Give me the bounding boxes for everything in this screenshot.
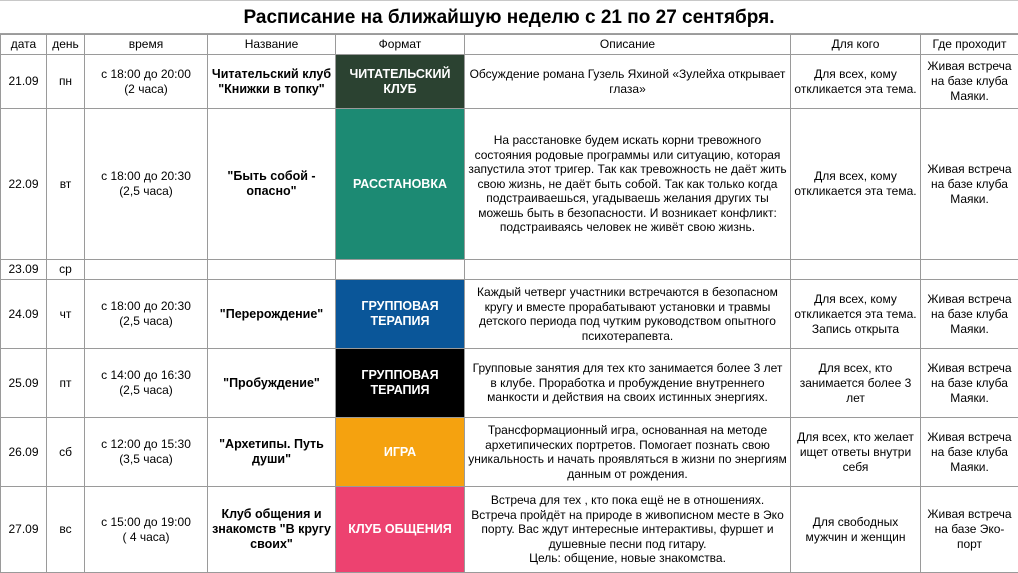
table-row	[1, 109, 1018, 260]
cell-format	[336, 260, 465, 280]
cell-name: Читательский клуб "Книжки в топку"	[208, 55, 336, 109]
header-name: Название	[208, 35, 336, 55]
table-row	[1, 349, 1018, 418]
cell-day: вт	[47, 109, 85, 260]
cell-audience: Для всех, кому откликается эта тема. Запись открыта	[791, 280, 921, 349]
cell-format: РАССТАНОВКА	[336, 109, 465, 260]
cell-location	[921, 260, 1018, 280]
cell-audience: Для всех, кто желает ищет ответы внутри себя	[791, 418, 921, 487]
cell-time: с 18:00 до 20:30 (2,5 часа)	[85, 109, 208, 260]
cell-date: 23.09	[1, 260, 47, 280]
cell-location: Живая встреча на базе клуба Маяки.	[921, 418, 1018, 487]
cell-location: Живая встреча на базе клуба Маяки.	[921, 109, 1018, 260]
cell-description	[465, 260, 791, 280]
cell-day: пт	[47, 349, 85, 418]
cell-time	[85, 260, 208, 280]
cell-location: Живая встреча на базе клуба Маяки.	[921, 349, 1018, 418]
cell-description: Каждый четверг участники встречаются в безопасном кругу и вместе прорабатывают установки и травмы детского периода под чутким руководством опытного психотерапевта.	[465, 280, 791, 349]
cell-day: ср	[47, 260, 85, 280]
header-audience: Для кого	[791, 35, 921, 55]
cell-format: ЧИТАТЕЛЬСКИЙ КЛУБ	[336, 55, 465, 109]
cell-time: с 18:00 до 20:30 (2,5 часа)	[85, 280, 208, 349]
header-time: время	[85, 35, 208, 55]
cell-format: КЛУБ ОБЩЕНИЯ	[336, 487, 465, 573]
cell-format: ИГРА	[336, 418, 465, 487]
header-date: дата	[1, 35, 47, 55]
cell-day: пн	[47, 55, 85, 109]
cell-time: с 15:00 до 19:00 ( 4 часа)	[85, 487, 208, 573]
cell-audience	[791, 260, 921, 280]
cell-location: Живая встреча на базе клуба Маяки.	[921, 280, 1018, 349]
cell-description: Групповые занятия для тех кто занимается более 3 лет в клубе. Проработка и пробуждение внутреннего манкости и действия на своих истинных энергиях.	[465, 349, 791, 418]
cell-format: ГРУППОВАЯ ТЕРАПИЯ	[336, 280, 465, 349]
cell-audience: Для свободных мужчин и женщин	[791, 487, 921, 573]
table-row	[1, 487, 1018, 573]
header-format: Формат	[336, 35, 465, 55]
table-row	[1, 260, 1018, 280]
header-location: Где проходит	[921, 35, 1018, 55]
cell-description: На расстановке будем искать корни тревожного состояния родовые программы или ситуацию, которая запустила этот тригер. Так как тревожность не даёт жить свою жизнь, не даёт быть собой. Так как только когда подстраиваешься, угадываешь желания других ты можешь быть в безопасности. И возникает конфликт: подстраиваясь человек не живёт свою жизнь.	[465, 109, 791, 260]
cell-name: Клуб общения и знакомств "В кругу своих"	[208, 487, 336, 573]
header-description: Описание	[465, 35, 791, 55]
cell-description: Трансформационный игра, основанная на методе архетипических портретов. Помогает познать свою уникальность и начать проявляться в жизни по энергиям данным от рождения.	[465, 418, 791, 487]
table-row	[1, 418, 1018, 487]
cell-date: 22.09	[1, 109, 47, 260]
table-row	[1, 55, 1018, 109]
cell-description: Обсуждение романа Гузель Яхиной «Зулейха открывает глаза»	[465, 55, 791, 109]
cell-name: "Пробуждение"	[208, 349, 336, 418]
cell-time: с 18:00 до 20:00 (2 часа)	[85, 55, 208, 109]
cell-audience: Для всех, кому откликается эта тема.	[791, 55, 921, 109]
cell-date: 26.09	[1, 418, 47, 487]
cell-time: с 14:00 до 16:30 (2,5 часа)	[85, 349, 208, 418]
cell-audience: Для всех, кому откликается эта тема.	[791, 109, 921, 260]
header-day: день	[47, 35, 85, 55]
cell-day: вс	[47, 487, 85, 573]
cell-date: 27.09	[1, 487, 47, 573]
schedule-table	[0, 34, 1018, 573]
cell-day: сб	[47, 418, 85, 487]
cell-day: чт	[47, 280, 85, 349]
cell-location: Живая встреча на базе клуба Маяки.	[921, 55, 1018, 109]
table-row	[1, 280, 1018, 349]
cell-name	[208, 260, 336, 280]
header-row	[1, 35, 1018, 55]
cell-format: ГРУППОВАЯ ТЕРАПИЯ	[336, 349, 465, 418]
cell-description: Встреча для тех , кто пока ещё не в отношениях. Встреча пройдёт на природе в живописном месте в Эко порту. Вас ждут интересные интерактивы, фуршет и душевные песни под гитару. Цель: общение, новые знакомства.	[465, 487, 791, 573]
cell-name: "Архетипы. Путь души"	[208, 418, 336, 487]
cell-date: 21.09	[1, 55, 47, 109]
cell-date: 25.09	[1, 349, 47, 418]
page-title: Расписание на ближайшую неделю с 21 по 27 сентября.	[0, 0, 1018, 34]
cell-name: "Быть собой - опасно"	[208, 109, 336, 260]
cell-audience: Для всех, кто занимается более 3 лет	[791, 349, 921, 418]
cell-time: с 12:00 до 15:30 (3,5 часа)	[85, 418, 208, 487]
cell-name: "Перерождение"	[208, 280, 336, 349]
cell-location: Живая встреча на базе Эко-порт	[921, 487, 1018, 573]
cell-date: 24.09	[1, 280, 47, 349]
